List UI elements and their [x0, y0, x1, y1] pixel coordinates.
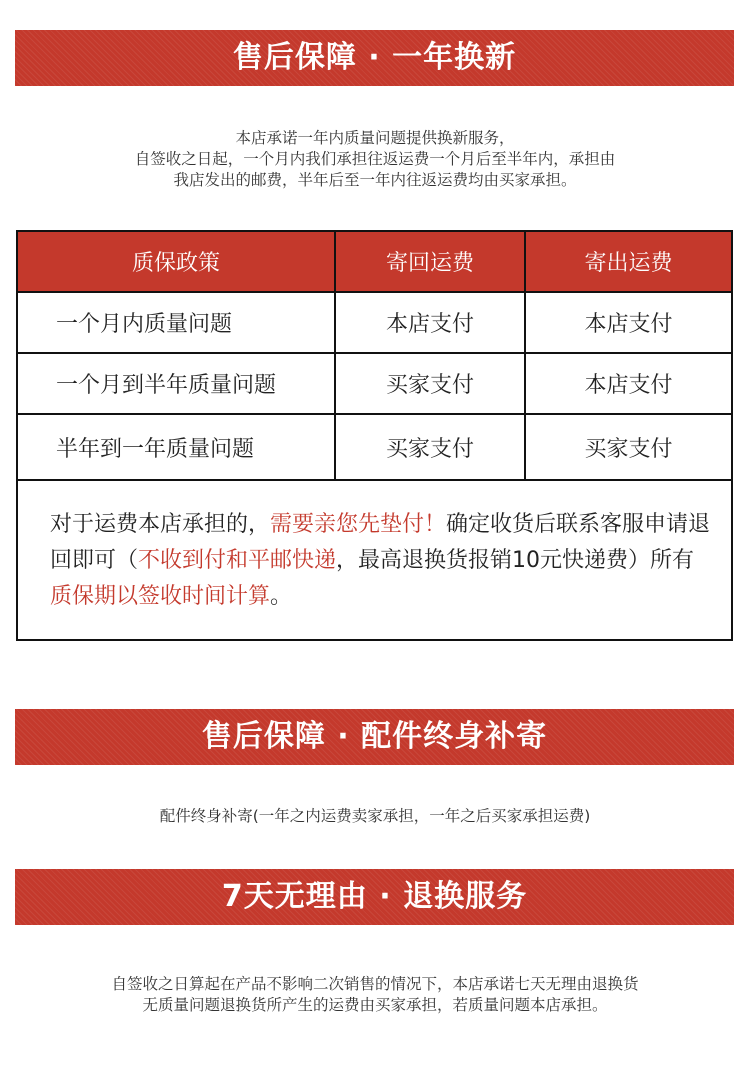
banner-parts-lifetime: 售后保障 · 配件终身补寄: [15, 709, 734, 765]
intro-text: [0, 128, 750, 191]
table-header-row: [18, 232, 731, 293]
banner-7-day-return: 7天无理由 · 退换服务: [15, 869, 734, 925]
intro-line: 我店发出的邮费，半年后至一年内往返运费均由买家承担。: [173, 171, 577, 189]
policy-cell: 一个月到半年质量问题: [18, 354, 336, 413]
send-cost-cell: 本店支付: [584, 312, 673, 337]
policy-cell: 半年到一年质量问题: [18, 415, 336, 479]
table-row: [18, 293, 731, 354]
return-line: 自签收之日算起在产品不影响二次销售的情况下，本店承诺七天无理由退换货: [111, 975, 639, 993]
return-cost-cell: 买家支付: [336, 415, 526, 479]
return-cost-cell: 本店支付: [336, 293, 526, 352]
header-return-shipping: 寄回运费: [336, 232, 526, 291]
note-text: ，最高退换货报销10元快递费）所有: [336, 548, 695, 573]
return-cost-cell: 买家支付: [336, 354, 526, 413]
send-cost-cell: 本店支付: [584, 373, 673, 398]
header-send-shipping: 寄出运费: [584, 251, 673, 276]
note-highlight: 质保期以签收时间计算: [50, 584, 271, 609]
banner-one-year-replacement: 售后保障 · 一年换新: [15, 30, 734, 86]
policy-cell: 一个月内质量问题: [18, 293, 336, 352]
send-cost-cell: 买家支付: [584, 436, 673, 462]
shipping-note: [18, 481, 731, 639]
intro-line: 自签收之日起，一个月内我们承担往返运费一个月后至半年内，承担由: [134, 150, 616, 168]
note-text: 。: [270, 584, 293, 609]
note-text: 对于运费本店承担的，: [50, 512, 271, 537]
parts-line: 配件终身补寄(一年之内运费卖家承担，一年之后买家承担运费): [159, 807, 591, 825]
note-highlight: 需要亲您先垫付！: [270, 512, 447, 537]
return-text: [0, 974, 750, 1016]
return-line: 无质量问题退换货所产生的运费由买家承担，若质量问题本店承担。: [142, 996, 608, 1014]
header-policy: 质保政策: [18, 232, 336, 291]
table-row: [18, 354, 731, 415]
parts-text: [0, 806, 750, 827]
intro-line: 本店承诺一年内质量问题提供换新服务，: [235, 129, 515, 147]
table-row: [18, 415, 731, 481]
note-highlight: 不收到付和平邮快递: [138, 548, 337, 573]
warranty-table: [16, 230, 733, 641]
note-text: 确定收货后联系客服申请退回即可（: [50, 512, 711, 573]
